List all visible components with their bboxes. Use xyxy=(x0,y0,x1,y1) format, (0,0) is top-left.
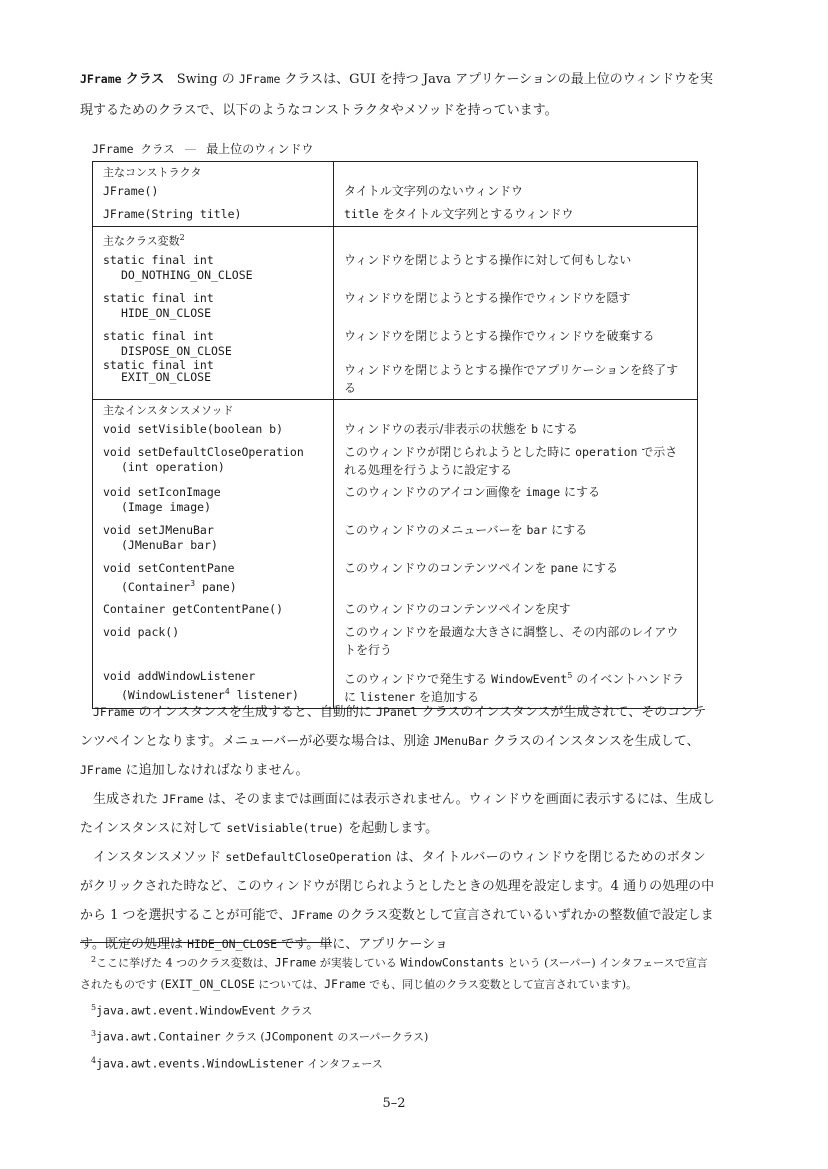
caption-separator: — xyxy=(184,142,197,156)
caption-class: JFrame クラス xyxy=(92,142,175,156)
intro-text-2: クラスは、GUI を持つ Java アプリケーションの最上位のウィンドウを実現するためのクラスで、以下のようなコンストラクタやメソッドを持っています。 xyxy=(80,72,714,118)
footnote-3: $^3$java.awt.Container クラス (JComponent のスーパークラス) xyxy=(91,1029,429,1044)
body-paragraph: インスタンスメソッド setDefaultCloseOperation は、タイトルバーのウィンドウを閉じるためのボタンがクリックされた時など、このウィンドウが閉じられようとしたときの処理を設定します。4 通りの処理の中から 1 つを選択することが可能で、JFrame のクラス変数として宣言されているいずれかの整数値で設定します。既定の処理は HIDE_ON_CLOSE です。単に、アプリケーショ xyxy=(80,850,715,952)
table-row: void setJMenuBar (JMenuBar bar) このウィンドウのメニューバーを bar にする xyxy=(93,519,698,557)
footnote-5: $^5$java.awt.event.WindowEvent クラス xyxy=(91,1002,313,1018)
intro-code: JFrame xyxy=(238,72,281,86)
jframe-class-table xyxy=(92,161,698,709)
table-row: void setVisible(boolean b) ウィンドウの表示/非表示の状態を b にする xyxy=(93,418,698,441)
table-row: static final int EXIT_ON_CLOSE ウィンドウを閉じようとする操作でアプリケーションを終了する xyxy=(93,359,698,400)
footnote-rule xyxy=(80,942,332,943)
caption-title: 最上位のウィンドウ xyxy=(206,142,314,156)
intro-text-1: Swing の xyxy=(176,72,239,87)
section-constructors: 主なコンストラクタ xyxy=(93,162,334,181)
table-row: void setDefaultCloseOperation (int operation) このウィンドウが閉じられようとした時に operation で示される処理を行うように設定する xyxy=(93,441,698,481)
intro-heading-class: JFrame xyxy=(80,72,122,86)
table-row: void pack() このウィンドウを最適な大きさに調整し、その内部のレイアウトを行う xyxy=(93,621,698,661)
body-text xyxy=(80,698,715,959)
table-caption xyxy=(92,140,314,157)
table-row: JFrame(String title) title をタイトル文字列とするウィンドウ xyxy=(93,203,698,227)
intro-heading-label: クラス xyxy=(125,72,165,87)
table-row: static final int HIDE_ON_CLOSE ウィンドウを閉じようとする操作でウィンドウを隠す xyxy=(93,287,698,325)
table-row: void addWindowListener (WindowListener$^4$ listener) このウィンドウで発生する WindowEvent$^5$ のイベントハンドラに listener を追加する xyxy=(93,661,698,709)
table-row: JFrame() タイトル文字列のないウィンドウ xyxy=(93,180,698,203)
table-row: static final int DO_NOTHING_ON_CLOSE ウィンドウを閉じようとする操作に対して何もしない xyxy=(93,249,698,287)
table-row: Container getContentPane() このウィンドウのコンテンツペインを戻す xyxy=(93,598,698,621)
footnote-2: $^2$ここに挙げた 4 つのクラス変数は、JFrame が実装している WindowConstants という (スーパー) インタフェースで宣言されたものです (EXIT_ON_CLOSE については、JFrame でも、同じ値のクラス変数として宣言されています)。 xyxy=(80,955,708,991)
body-paragraph: JFrame のインスタンスを生成すると、自動的に JPanel クラスのインスタンスが生成されて、そのコンテンツペインとなります。メニューバーが必要な場合は、別途 JMenuBar クラスのインスタンスを生成して、JFrame に追加しなければなりません。 xyxy=(80,705,707,778)
intro-paragraph xyxy=(80,64,715,126)
footnote-4: $^4$java.awt.events.WindowListener インタフェース xyxy=(91,1055,383,1071)
footnotes xyxy=(80,950,715,1078)
section-fields: 主なクラス変数$^2$ xyxy=(93,227,334,249)
section-methods: 主なインスタンスメソッド xyxy=(93,399,334,418)
body-paragraph: 生成された JFrame は、そのままでは画面には表示されません。ウィンドウを画面に表示するには、生成したインスタンスに対して setVisiable(true) を起動します。 xyxy=(80,792,715,836)
table-row: void setIconImage (Image image) このウィンドウのアイコン画像を image にする xyxy=(93,481,698,519)
table-row: static final int DISPOSE_ON_CLOSE ウィンドウを閉じようとする操作でウィンドウを破棄する xyxy=(93,325,698,359)
page-number: 5–2 xyxy=(382,1096,406,1111)
table-row: void setContentPane (Container$^3$ pane) このウィンドウのコンテンツペインを pane にする xyxy=(93,557,698,599)
